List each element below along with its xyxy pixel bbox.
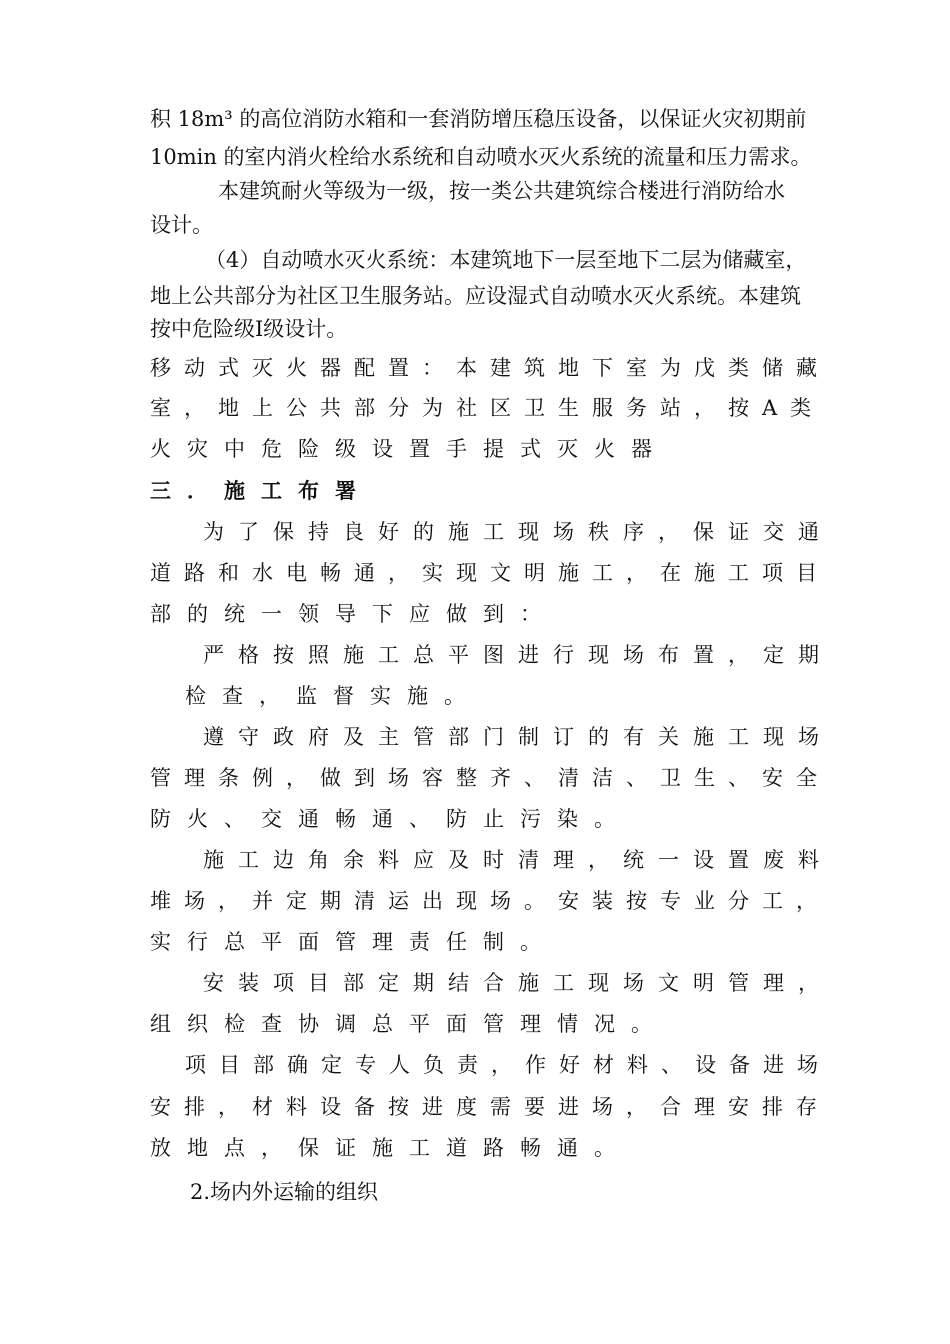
paragraph-line: 10min 的室内消火栓给水系统和自动喷水灭火系统的流量和压力需求。 xyxy=(150,145,812,169)
paragraph-line: 组织检查协调总平面管理情况。 xyxy=(150,1012,668,1036)
paragraph-line: 实行总平面管理责任制。 xyxy=(150,930,557,954)
paragraph-line: 遵守政府及主管部门制订的有关施工现场 xyxy=(203,725,833,749)
section-heading: 三．施工布署 xyxy=(150,479,372,503)
paragraph-line: 移动式灭火器配置：本建筑地下室为戊类储藏 xyxy=(150,356,830,380)
paragraph-line: 室，地上公共部分为社区卫生服务站，按A类 xyxy=(150,396,825,420)
paragraph-line: 严格按照施工总平图进行现场布置，定期 xyxy=(203,643,833,667)
paragraph-line: 放地点，保证施工道路畅通。 xyxy=(150,1136,631,1160)
paragraph-line: 道路和水电畅通，实现文明施工，在施工项目 xyxy=(150,561,830,585)
paragraph-line: 施工边角余料应及时清理，统一设置废料 xyxy=(203,848,833,872)
paragraph-line: 火灾中危险级设置手提式灭火器 xyxy=(150,437,668,461)
paragraph-line: 堆场，并定期清运出现场。安装按专业分工， xyxy=(150,889,830,913)
paragraph-line: 为了保持良好的施工现场秩序，保证交通 xyxy=(203,520,833,544)
paragraph-line: 防火、交通畅通、防止污染。 xyxy=(150,807,631,831)
paragraph-line: 地上公共部分为社区卫生服务站。应设湿式自动喷水灭火系统。本建筑 xyxy=(150,284,801,308)
paragraph-line: 管理条例，做到场容整齐、清洁、卫生、安全 xyxy=(150,766,830,790)
paragraph-line: 部的统一领导下应做到： xyxy=(150,602,557,626)
subsection-heading: 2.场内外运输的组织 xyxy=(190,1180,379,1204)
paragraph-line: 本建筑耐火等级为一级，按一类公共建筑综合楼进行消防给水 xyxy=(218,179,785,203)
paragraph-line: 安排，材料设备按进度需要进场，合理安排存 xyxy=(150,1095,830,1119)
paragraph-line: 按中危险级Ⅰ级设计。 xyxy=(150,317,348,341)
paragraph-line: 积 18m³ 的高位消防水箱和一套消防增压稳压设备，以保证火灾初期前 xyxy=(150,107,807,131)
paragraph-line: 安装项目部定期结合施工现场文明管理， xyxy=(203,971,833,995)
paragraph-line: （4）自动喷水灭火系统：本建筑地下一层至地下二层为储藏室， xyxy=(205,248,807,272)
paragraph-line: 设计。 xyxy=(150,213,213,237)
paragraph-line: 检查，监督实施。 xyxy=(185,684,481,708)
paragraph-line: 项目部确定专人负责，作好材料、设备进场 xyxy=(185,1053,831,1077)
